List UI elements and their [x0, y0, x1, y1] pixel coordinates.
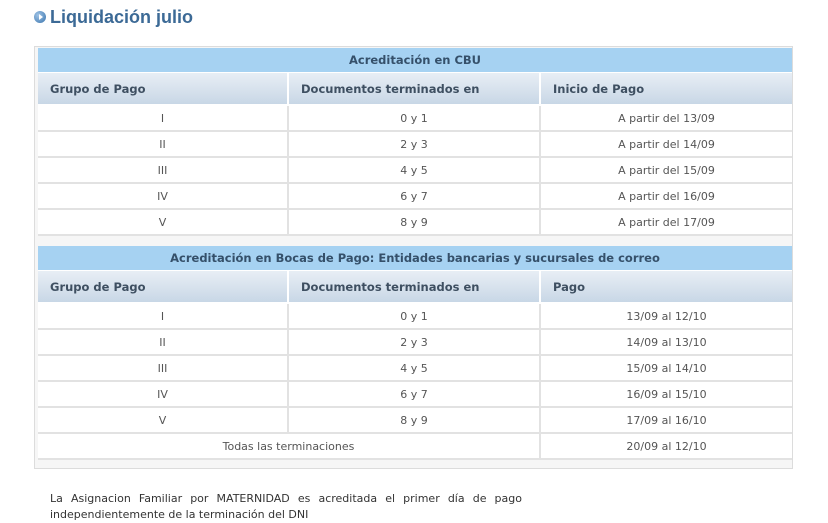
- cell-documentos: 0 y 1: [289, 106, 541, 132]
- table-row: [38, 356, 792, 382]
- table-row: [38, 132, 792, 158]
- cell-grupo: V: [38, 210, 289, 236]
- table-row: [38, 408, 792, 434]
- cell-grupo: IV: [38, 382, 289, 408]
- payment-schedule-panel: [34, 46, 793, 469]
- column-header-grupo: Grupo de Pago: [38, 73, 289, 106]
- table-row: [38, 158, 792, 184]
- cell-grupo: II: [38, 132, 289, 158]
- cell-grupo: III: [38, 356, 289, 382]
- table-row: [38, 330, 792, 356]
- table-row: [38, 382, 792, 408]
- cbu-header-row: [38, 73, 792, 106]
- cell-pago: 17/09 al 16/10: [541, 408, 792, 434]
- maternity-note: La Asignacion Familiar por MATERNIDAD es acreditada el primer día de pago independientemente de la terminación del DNI: [50, 492, 522, 521]
- cell-documentos: 4 y 5: [289, 356, 541, 382]
- cell-grupo: V: [38, 408, 289, 434]
- cbu-section-heading: Acreditación en CBU: [38, 48, 792, 73]
- column-header-documentos: Documentos terminados en: [289, 271, 541, 304]
- cell-documentos: 6 y 7: [289, 382, 541, 408]
- cell-inicio: A partir del 14/09: [541, 132, 792, 158]
- table-row: [38, 106, 792, 132]
- table-row-all: [38, 434, 792, 460]
- table-row: [38, 210, 792, 236]
- cell-documentos: 6 y 7: [289, 184, 541, 210]
- cell-pago: 16/09 al 15/10: [541, 382, 792, 408]
- cell-inicio: A partir del 15/09: [541, 158, 792, 184]
- cell-documentos: 8 y 9: [289, 210, 541, 236]
- cell-documentos: 8 y 9: [289, 408, 541, 434]
- cell-documentos: 4 y 5: [289, 158, 541, 184]
- cell-grupo: IV: [38, 184, 289, 210]
- column-header-pago: Pago: [541, 271, 792, 304]
- cell-documentos: 0 y 1: [289, 304, 541, 330]
- table-row: [38, 304, 792, 330]
- page-title: [34, 6, 193, 28]
- column-header-inicio: Inicio de Pago: [541, 73, 792, 106]
- table-row: [38, 184, 792, 210]
- bocas-table: [38, 246, 792, 460]
- cell-documentos: 2 y 3: [289, 330, 541, 356]
- cell-documentos: 2 y 3: [289, 132, 541, 158]
- cell-pago: 20/09 al 12/10: [541, 434, 792, 460]
- cell-grupo: III: [38, 158, 289, 184]
- play-circle-icon: [34, 11, 46, 23]
- page-title-text: Liquidación julio: [50, 6, 193, 27]
- bocas-section-heading: Acreditación en Bocas de Pago: Entidades bancarias y sucursales de correo: [38, 246, 792, 271]
- cell-inicio: A partir del 17/09: [541, 210, 792, 236]
- cbu-table: [38, 48, 792, 236]
- bocas-header-row: [38, 271, 792, 304]
- cell-pago: 13/09 al 12/10: [541, 304, 792, 330]
- cell-inicio: A partir del 13/09: [541, 106, 792, 132]
- cell-grupo: I: [38, 106, 289, 132]
- cell-pago: 15/09 al 14/10: [541, 356, 792, 382]
- cell-grupo: I: [38, 304, 289, 330]
- column-header-documentos: Documentos terminados en: [289, 73, 541, 106]
- cell-pago: 14/09 al 13/10: [541, 330, 792, 356]
- cell-all-terminations: Todas las terminaciones: [38, 434, 541, 460]
- column-header-grupo: Grupo de Pago: [38, 271, 289, 304]
- cell-grupo: II: [38, 330, 289, 356]
- cell-inicio: A partir del 16/09: [541, 184, 792, 210]
